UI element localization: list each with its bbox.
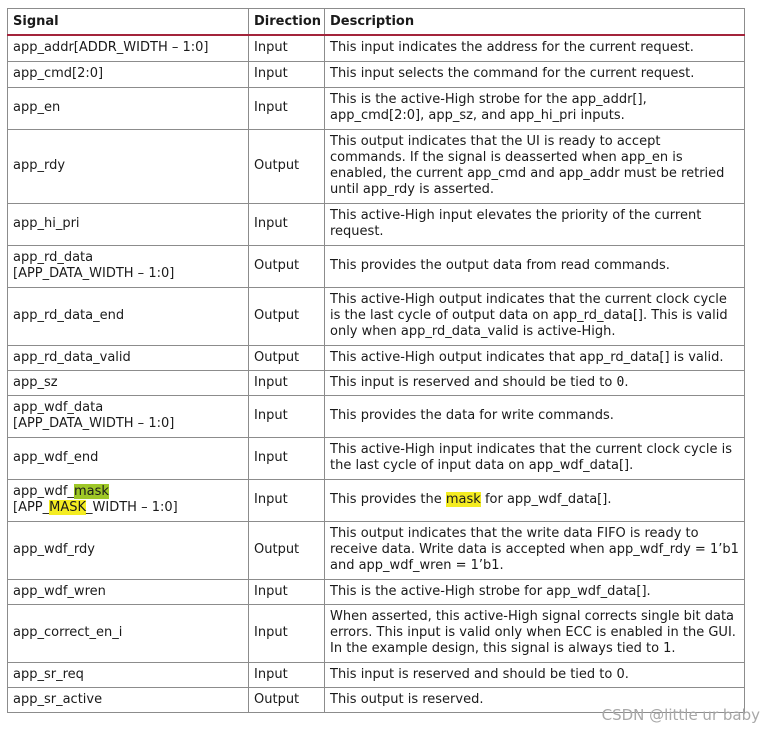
direction-cell: Output — [249, 245, 325, 287]
signal-line — [13, 484, 109, 499]
table-row — [8, 395, 745, 437]
direction-cell: Output — [249, 287, 325, 345]
signal-cell: app_rd_data_valid — [8, 345, 249, 370]
signal-table — [7, 8, 745, 713]
signal-cell: app_wdf_rdy — [8, 521, 249, 579]
table-row — [8, 479, 745, 521]
table-row — [8, 245, 745, 287]
code-value: 0 — [616, 374, 625, 390]
signal-cell: app_wdf_wren — [8, 579, 249, 604]
table-row — [8, 61, 745, 87]
description-text: . — [624, 374, 629, 390]
description-cell: This input is reserved and should be tied to 0. — [325, 662, 745, 687]
direction-cell: Input — [249, 437, 325, 479]
header-direction: Direction — [249, 9, 325, 36]
description-cell: This output indicates that the UI is ready to accept commands. If the signal is deasserted when app_en is enabled, the current app_cmd and app_addr must be retried until app_rdy is asserted. — [325, 129, 745, 203]
description-cell: This is the active-High strobe for app_wdf_data[]. — [325, 579, 745, 604]
signal-width — [13, 500, 178, 515]
table-row — [8, 87, 745, 129]
table-row — [8, 579, 745, 604]
signal-cell: app_en — [8, 87, 249, 129]
description-cell — [325, 479, 745, 521]
description-cell: This provides the output data from read commands. — [325, 245, 745, 287]
table-row — [8, 345, 745, 370]
signal-cell: app_hi_pri — [8, 203, 249, 245]
signal-line: app_wdf_data — [13, 400, 104, 415]
direction-cell: Input — [249, 479, 325, 521]
direction-cell: Input — [249, 370, 325, 395]
signal-cell — [8, 395, 249, 437]
description-cell: This active-High input elevates the priority of the current request. — [325, 203, 745, 245]
description-text: This provides the — [330, 492, 446, 507]
direction-cell: Input — [249, 662, 325, 687]
signal-cell: app_sz — [8, 370, 249, 395]
direction-cell: Input — [249, 579, 325, 604]
description-cell: This output is reserved. — [325, 687, 745, 712]
direction-cell: Input — [249, 87, 325, 129]
signal-width: [APP_DATA_WIDTH – 1:0] — [13, 416, 175, 431]
description-cell: This is the active-High strobe for the app_addr[], app_cmd[2:0], app_sz, and app_hi_pri inputs. — [325, 87, 745, 129]
signal-width: [APP_DATA_WIDTH – 1:0] — [13, 266, 175, 281]
highlight-mask: mask — [445, 492, 481, 507]
table-row — [8, 35, 745, 61]
table-row — [8, 129, 745, 203]
table-row — [8, 370, 745, 395]
description-cell: This output indicates that the write data FIFO is ready to receive data. Write data is accepted when app_wdf_rdy = 1’b1 and app_wdf_wren = 1’b1. — [325, 521, 745, 579]
table-row — [8, 287, 745, 345]
table-row — [8, 604, 745, 662]
table-row — [8, 662, 745, 687]
direction-cell: Input — [249, 604, 325, 662]
description-text: for app_wdf_data[]. — [480, 492, 612, 507]
description-cell — [325, 370, 745, 395]
signal-cell: app_cmd[2:0] — [8, 61, 249, 87]
watermark: CSDN @little ur baby — [601, 706, 760, 724]
direction-cell: Input — [249, 61, 325, 87]
signal-cell: app_wdf_end — [8, 437, 249, 479]
direction-cell: Output — [249, 345, 325, 370]
description-cell: This active-High output indicates that the current clock cycle is the last cycle of output data on app_rd_data[]. This is valid only when app_rd_data_valid is active-High. — [325, 287, 745, 345]
highlight-mask: MASK — [49, 500, 87, 515]
description-text: This input is reserved and should be tied to — [330, 374, 617, 390]
description-cell: This input selects the command for the current request. — [325, 61, 745, 87]
direction-cell: Input — [249, 203, 325, 245]
signal-cell: app_correct_en_i — [8, 604, 249, 662]
signal-cell: app_addr[ADDR_WIDTH – 1:0] — [8, 35, 249, 61]
signal-cell: app_rd_data_end — [8, 287, 249, 345]
description-cell: This input indicates the address for the current request. — [325, 35, 745, 61]
signal-cell: app_sr_active — [8, 687, 249, 712]
description-cell: This active-High output indicates that app_rd_data[] is valid. — [325, 345, 745, 370]
signal-cell — [8, 479, 249, 521]
description-cell: This active-High input indicates that the current clock cycle is the last cycle of input data on app_wdf_data[]. — [325, 437, 745, 479]
description-cell: When asserted, this active-High signal corrects single bit data errors. This input is valid only when ECC is enabled in the GUI. In the example design, this signal is always tied to 1. — [325, 604, 745, 662]
direction-cell: Output — [249, 687, 325, 712]
header-signal: Signal — [8, 9, 249, 36]
direction-cell: Input — [249, 395, 325, 437]
signal-text: app_wdf_ — [13, 484, 74, 499]
direction-cell: Input — [249, 35, 325, 61]
header-description: Description — [325, 9, 745, 36]
signal-text: [APP_ — [13, 500, 50, 515]
direction-cell: Output — [249, 129, 325, 203]
signal-cell: app_sr_req — [8, 662, 249, 687]
direction-cell: Output — [249, 521, 325, 579]
signal-line: app_rd_data — [13, 250, 94, 265]
signal-cell: app_rdy — [8, 129, 249, 203]
table-row — [8, 203, 745, 245]
table-row — [8, 521, 745, 579]
description-cell: This provides the data for write commands. — [325, 395, 745, 437]
header-row — [8, 9, 745, 36]
signal-text: _WIDTH – 1:0] — [86, 500, 178, 515]
signal-cell — [8, 245, 249, 287]
highlight-mask: mask — [73, 484, 109, 499]
table-row — [8, 437, 745, 479]
